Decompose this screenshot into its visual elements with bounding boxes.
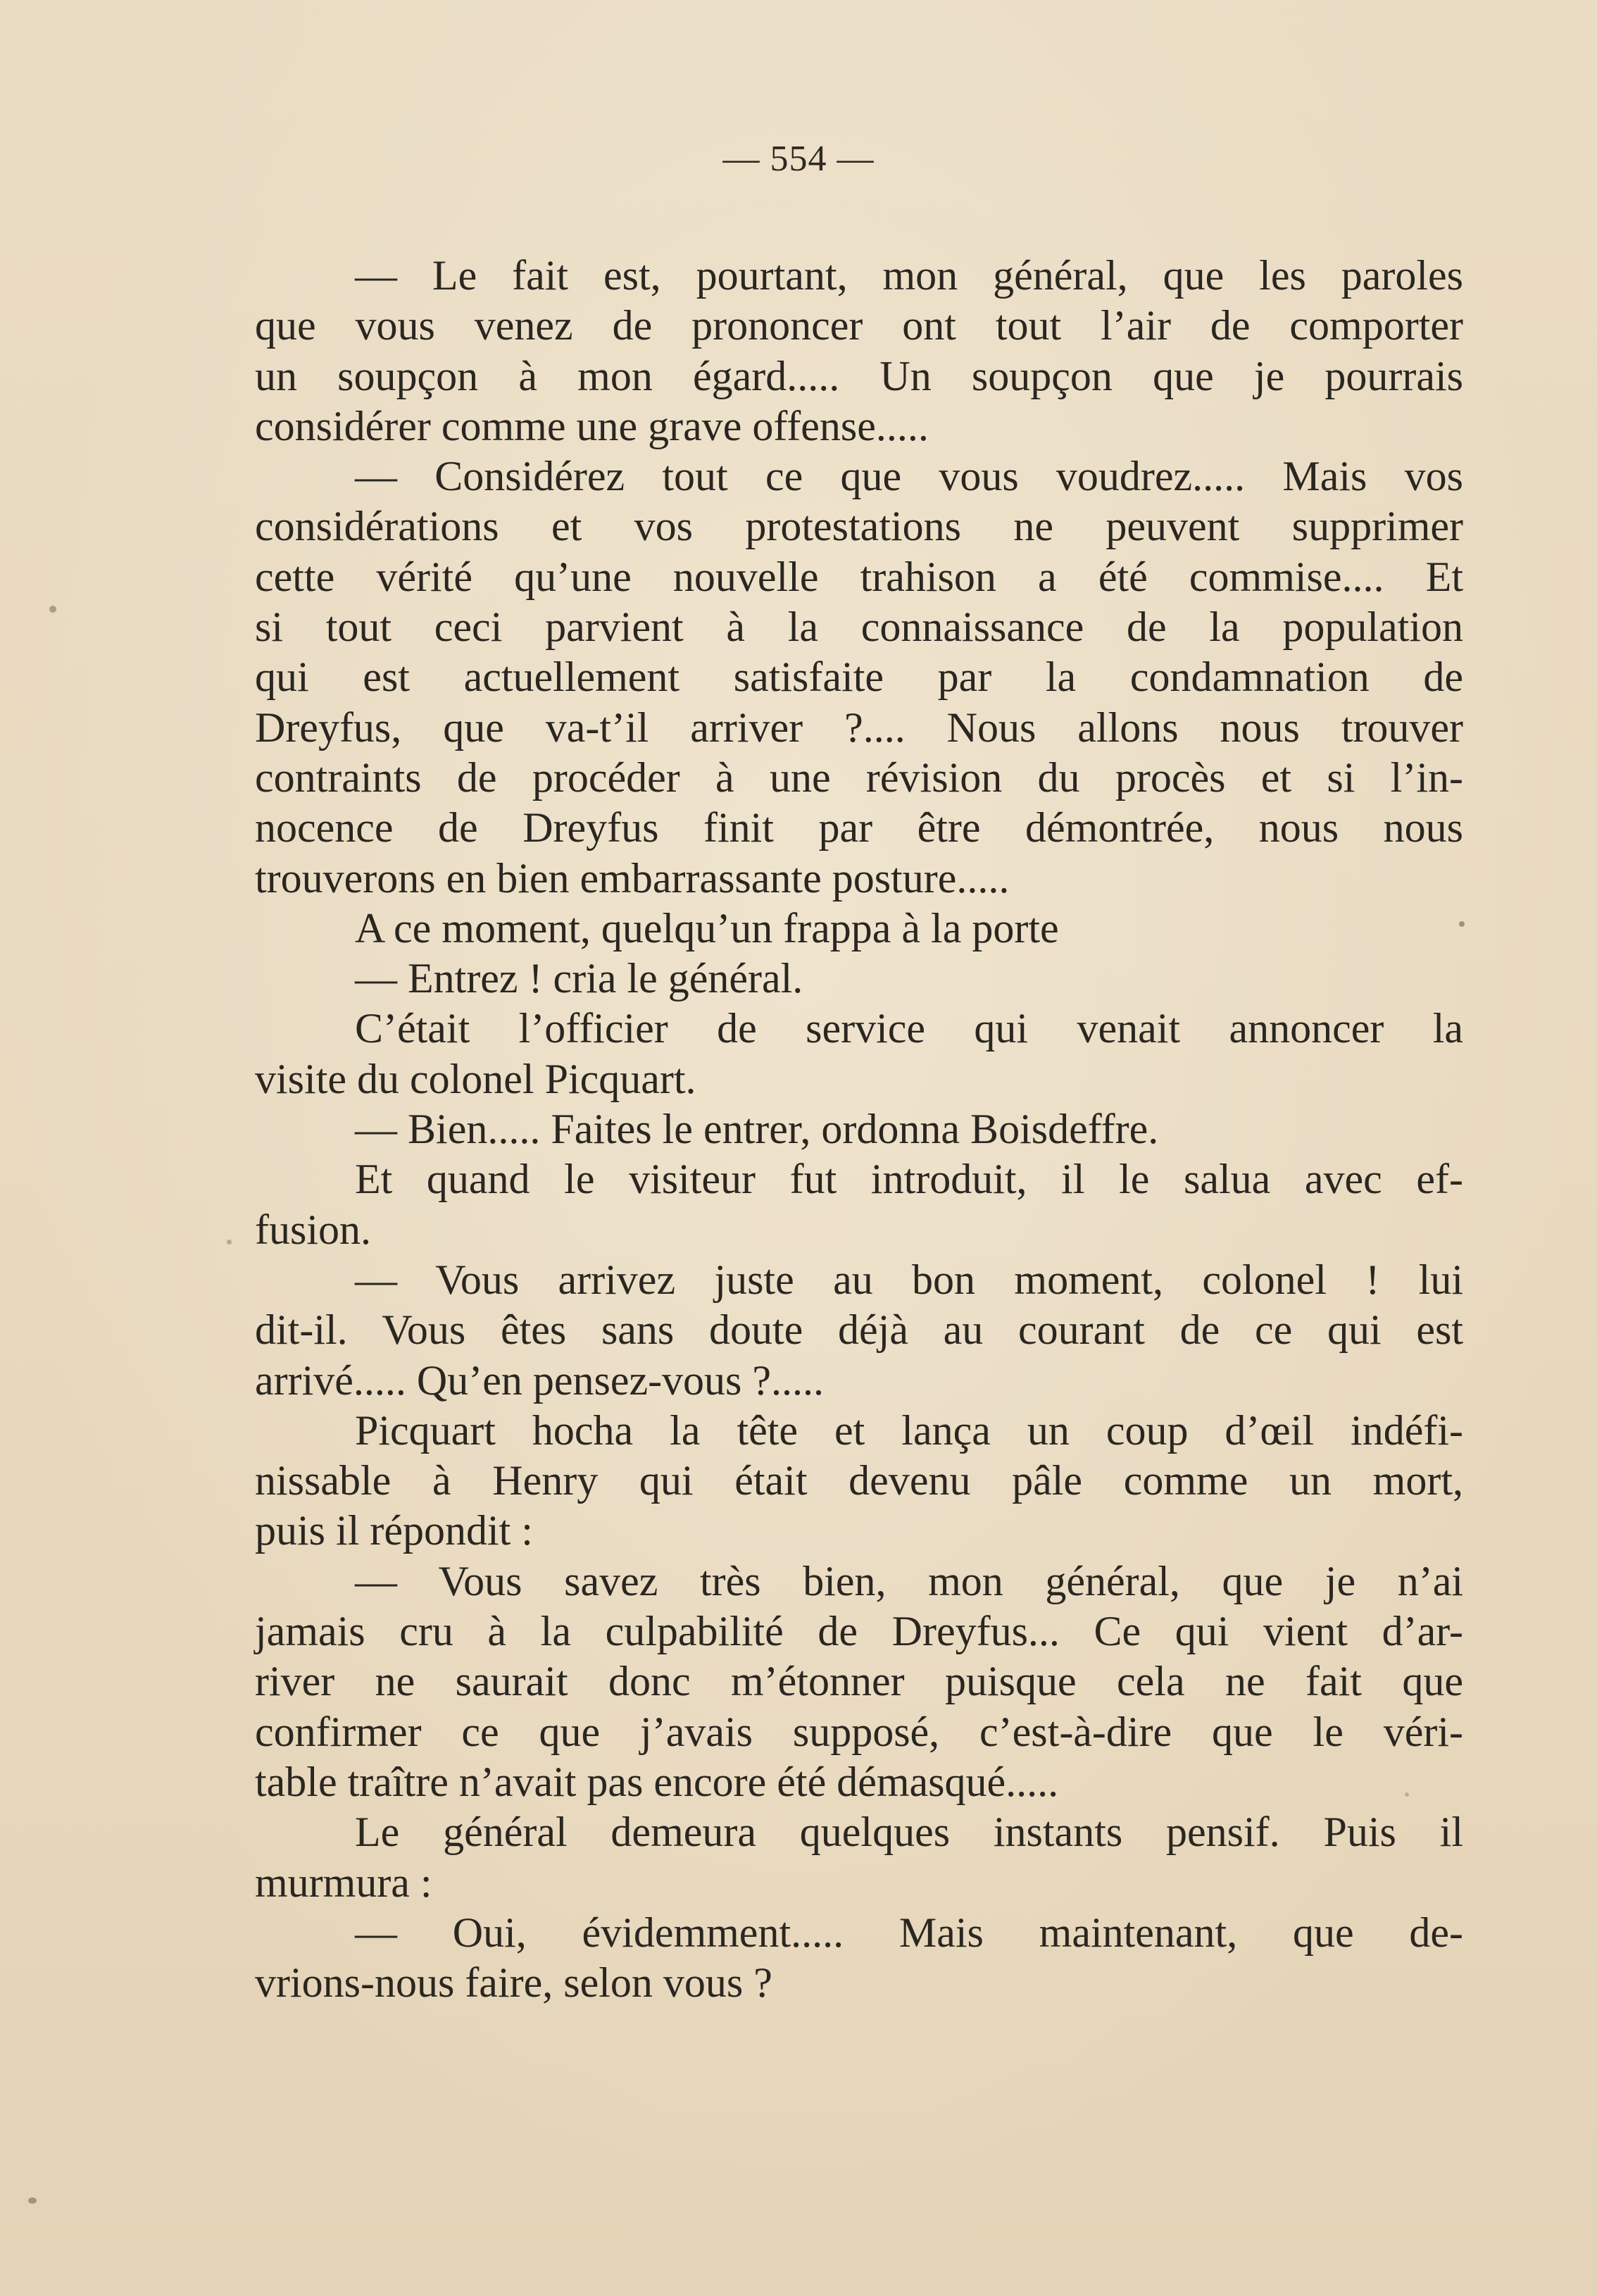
- text-line: un soupçon à mon égard..... Un soupçon que je pourrais: [255, 352, 1463, 399]
- paper-speck: [28, 2197, 37, 2204]
- text-line: Et quand le visiteur fut introduit, il le salua avec ef-: [355, 1156, 1463, 1203]
- text-line: puis il répondit :: [255, 1507, 533, 1554]
- text-line: river ne saurait donc m’étonner puisque cela ne fait que: [255, 1658, 1463, 1705]
- text-line: nocence de Dreyfus finit par être démontrée, nous nous: [255, 804, 1463, 851]
- text-line: — Vous savez très bien, mon général, que je n’ai: [355, 1557, 1463, 1604]
- text-line: — Oui, évidemment..... Mais maintenant, que de-: [355, 1909, 1463, 1956]
- text-line: dit-il. Vous êtes sans doute déjà au courant de ce qui est: [255, 1306, 1463, 1354]
- text-line: Dreyfus, que va-t’il arriver ?.... Nous allons nous trouver: [255, 704, 1463, 751]
- text-line: A ce moment, quelqu’un frappa à la porte: [355, 904, 1059, 952]
- text-line: murmura :: [255, 1859, 432, 1906]
- text-line: trouverons en bien embarrassante posture.....: [255, 854, 1010, 901]
- paper-speck: [1405, 1792, 1409, 1797]
- text-line: fusion.: [255, 1206, 371, 1253]
- text-line: — Entrez ! cria le général.: [355, 955, 803, 1002]
- text-line: jamais cru à la culpabilité de Dreyfus... Ce qui vient d’ar-: [255, 1608, 1463, 1655]
- text-line: Picquart hocha la tête et lança un coup d’œil indéfi-: [355, 1406, 1463, 1454]
- text-line: vrions-nous faire, selon vous ?: [255, 1959, 772, 2007]
- text-line: nissable à Henry qui était devenu pâle comme un mort,: [255, 1457, 1463, 1504]
- text-line: confirmer ce que j’avais supposé, c’est-à-dire que le véri-: [255, 1708, 1463, 1755]
- paper-speck: [227, 1240, 232, 1244]
- text-line: considérations et vos protestations ne peuvent supprimer: [255, 503, 1463, 550]
- body-text: [255, 251, 1463, 2008]
- paper-speck: [1459, 921, 1465, 927]
- text-line: — Considérez tout ce que vous voudrez..... Mais vos: [355, 453, 1463, 500]
- text-line: table traître n’avait pas encore été démasqué.....: [255, 1758, 1059, 1805]
- text-line: — Le fait est, pourtant, mon général, que les paroles: [355, 252, 1463, 299]
- paper-speck: [49, 606, 56, 613]
- text-line: cette vérité qu’une nouvelle trahison a été commise.... Et: [255, 553, 1463, 600]
- text-line: qui est actuellement satisfaite par la condamnation de: [255, 654, 1463, 701]
- text-line: considérer comme une grave offense.....: [255, 402, 929, 449]
- text-line: si tout ceci parvient à la connaissance de la population: [255, 604, 1463, 651]
- text-line: C’était l’officier de service qui venait annoncer la: [355, 1005, 1463, 1052]
- text-line: — Vous arrivez juste au bon moment, colonel ! lui: [355, 1256, 1463, 1303]
- page-number: — 554 —: [722, 139, 875, 179]
- text-line: arrivé..... Qu’en pensez-vous ?.....: [255, 1356, 825, 1404]
- text-line: — Bien..... Faites le entrer, ordonna Boisdeffre.: [355, 1106, 1159, 1153]
- text-line: visite du colonel Picquart.: [255, 1055, 696, 1102]
- text-line: que vous venez de prononcer ont tout l’air de comporter: [255, 302, 1463, 349]
- text-line: contraints de procéder à une révision du procès et si l’in-: [255, 754, 1463, 801]
- text-line: Le général demeura quelques instants pensif. Puis il: [355, 1809, 1463, 1856]
